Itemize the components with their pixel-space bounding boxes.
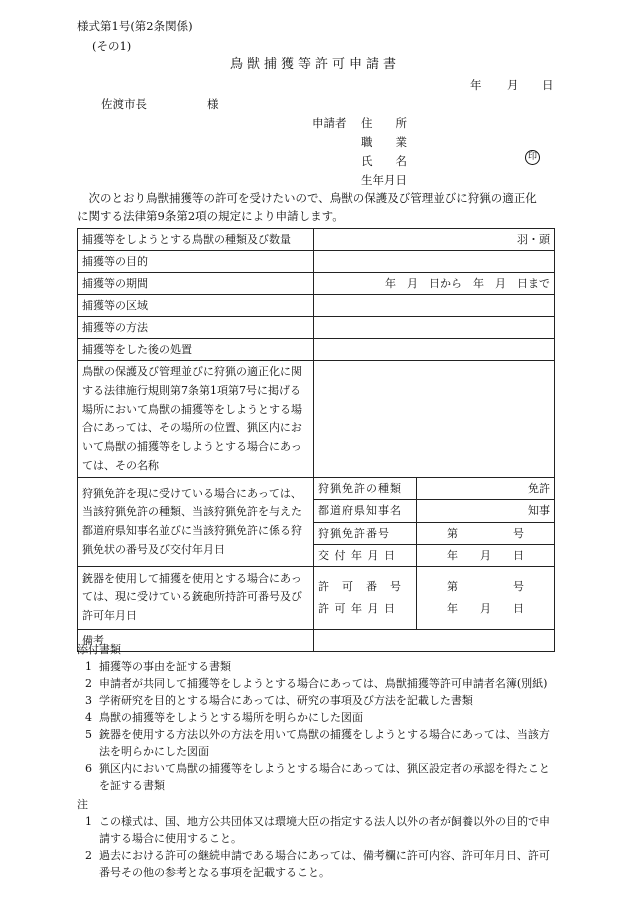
- governor-name-field[interactable]: 知事: [417, 500, 555, 522]
- form-number: 様式第1号(第2条関係): [77, 19, 193, 33]
- gun-permit-number-field[interactable]: 第 号: [447, 579, 524, 593]
- notes-heading: 注: [77, 798, 88, 811]
- list-item: [77, 847, 557, 881]
- page-title: 鳥獣捕獲等許可申請書: [229, 57, 400, 72]
- table-row: [78, 339, 555, 361]
- list-item: [77, 813, 557, 847]
- addressee-honorific: 様: [207, 97, 219, 111]
- attachment-number: 4: [85, 711, 92, 725]
- intro-text: [77, 189, 557, 226]
- date-day: 日: [542, 78, 554, 92]
- attachment-number: 2: [85, 676, 92, 690]
- attachment-text: 学術研究を目的とする場合にあっては、研究の事項及び方法を記載した書類: [99, 694, 473, 708]
- applicant-birthdate-label: 生年月日: [361, 173, 407, 187]
- seal-mark: 印: [525, 150, 540, 165]
- note-text: 過去における許可の継続申請である場合にあっては、備考欄に許可内容、許可年月日、許可番号その他の参考となる事項を記載すること。: [99, 849, 550, 880]
- note-number: 1: [85, 814, 92, 828]
- applicant-occupation-label: 職 業: [361, 135, 407, 149]
- period-field[interactable]: 年 月 日から 年 月 日まで: [314, 273, 555, 295]
- attachments-heading: 添付書類: [77, 643, 121, 656]
- list-item: [77, 675, 557, 692]
- method-field[interactable]: [314, 317, 555, 339]
- attachment-number: 5: [85, 728, 92, 742]
- attachment-text: 鳥獣の捕獲等をしようとする場所を明らかにした図面: [99, 711, 363, 725]
- list-item: [77, 658, 557, 675]
- hunting-license-number-label: 狩猟免許番号: [314, 522, 417, 544]
- attachments-section: [77, 642, 557, 794]
- species-field[interactable]: 羽・頭: [314, 229, 555, 251]
- note-text: この様式は、国、地方公共団体又は環境大臣の指定する法人以外の者が飼養以外の目的で申請する場合に使用すること。: [99, 814, 550, 845]
- addressee-name: 佐渡市長: [101, 97, 147, 111]
- table-row: [78, 229, 555, 251]
- notes-section: [77, 797, 557, 881]
- table-row: [78, 273, 555, 295]
- applicant-name-label: 氏 名: [361, 154, 407, 168]
- disposal-label: 捕獲等をした後の処置: [78, 339, 314, 361]
- list-item: [77, 692, 557, 709]
- attachment-text: 申請者が共同して捕獲等をしようとする場合にあっては、鳥獣捕獲等許可申請者名簿(別紙): [99, 676, 548, 690]
- attachment-text: 捕獲等の事由を証する書類: [99, 659, 231, 673]
- table-row: [78, 251, 555, 273]
- applicant-address-label: 住 所: [361, 116, 407, 130]
- location-label: 鳥獣の保護及び管理並びに狩猟の適正化に関する法律施行規則第7条第1項第7号に掲げる場所において鳥獣の捕獲等をしようとする場合にあっては、その場所の位置、猟区内において鳥獣の捕獲等をしようとする場合にあっては、その名称: [78, 361, 314, 478]
- table-row: [78, 361, 555, 478]
- issue-date-field[interactable]: 年 月 日: [417, 544, 555, 566]
- hunting-license-number-field[interactable]: 第 号: [417, 522, 555, 544]
- issue-date-label: 交 付 年 月 日: [314, 544, 417, 566]
- area-field[interactable]: [314, 295, 555, 317]
- application-table: [77, 228, 555, 652]
- governor-name-label: 都道府県知事名: [314, 500, 417, 522]
- purpose-field[interactable]: [314, 251, 555, 273]
- area-label: 捕獲等の区域: [78, 295, 314, 317]
- gun-permit-fields: [417, 566, 555, 629]
- date-year: 年: [470, 78, 482, 92]
- location-field[interactable]: [314, 361, 555, 478]
- purpose-label: 捕獲等の目的: [78, 251, 314, 273]
- table-row: [78, 317, 555, 339]
- attachment-text: 猟区内において鳥獣の捕獲等をしようとする場合にあっては、猟区設定者の承認を得たことを証する書類: [99, 762, 550, 793]
- addressee: [101, 96, 219, 113]
- form-part: (その1): [92, 39, 132, 53]
- gun-permit-number-label: 許 可 番 号: [318, 579, 402, 593]
- list-item: [77, 726, 557, 760]
- period-label: 捕獲等の期間: [78, 273, 314, 295]
- list-item: [77, 709, 557, 726]
- attachment-number: 3: [85, 694, 92, 708]
- hunting-license-type-field[interactable]: 免許: [417, 478, 555, 500]
- species-label: 捕獲等をしようとする鳥獣の種類及び数量: [78, 229, 314, 251]
- gun-permit-label: 銃器を使用して捕獲を使用とする場合にあっては、現に受けている銃砲所持許可番号及び許可年月日: [78, 566, 314, 629]
- remarks-label: 備考: [78, 629, 314, 651]
- method-label: 捕獲等の方法: [78, 317, 314, 339]
- intro-line-2: に関する法律第9条第2項の規定により申請します。: [77, 209, 344, 224]
- table-row: [78, 566, 555, 629]
- disposal-field[interactable]: [314, 339, 555, 361]
- list-item: [77, 760, 557, 794]
- hunting-license-label: 狩猟免許を現に受けている場合にあっては、当該狩猟免許の種類、当該狩猟免許を与えた都道府県知事名並びに当該狩猟免許に係る狩猟免状の番号及び交付年月日: [78, 478, 314, 566]
- table-row: [78, 478, 555, 500]
- note-number: 2: [85, 849, 92, 863]
- intro-line-1: 次のとおり鳥獣捕獲等の許可を受けたいので、鳥獣の保護及び管理並びに狩猟の適正化: [77, 191, 537, 205]
- attachment-number: 6: [85, 762, 92, 776]
- gun-permit-date-field[interactable]: 年 月 日: [447, 601, 524, 615]
- attachment-number: 1: [85, 659, 92, 673]
- gun-permit-date-label: 許 可 年 月 日: [318, 601, 396, 615]
- applicant-label: 申請者: [312, 116, 347, 130]
- attachment-text: 銃器を使用する方法以外の方法を用いて鳥獣の捕獲をしようとする場合にあっては、当該方法を明らかにした図面: [99, 728, 550, 759]
- hunting-license-type-label: 狩猟免許の種類: [314, 478, 417, 500]
- table-row: [78, 295, 555, 317]
- date-month: 月: [507, 78, 519, 92]
- gun-permit-sublabels: [314, 566, 417, 629]
